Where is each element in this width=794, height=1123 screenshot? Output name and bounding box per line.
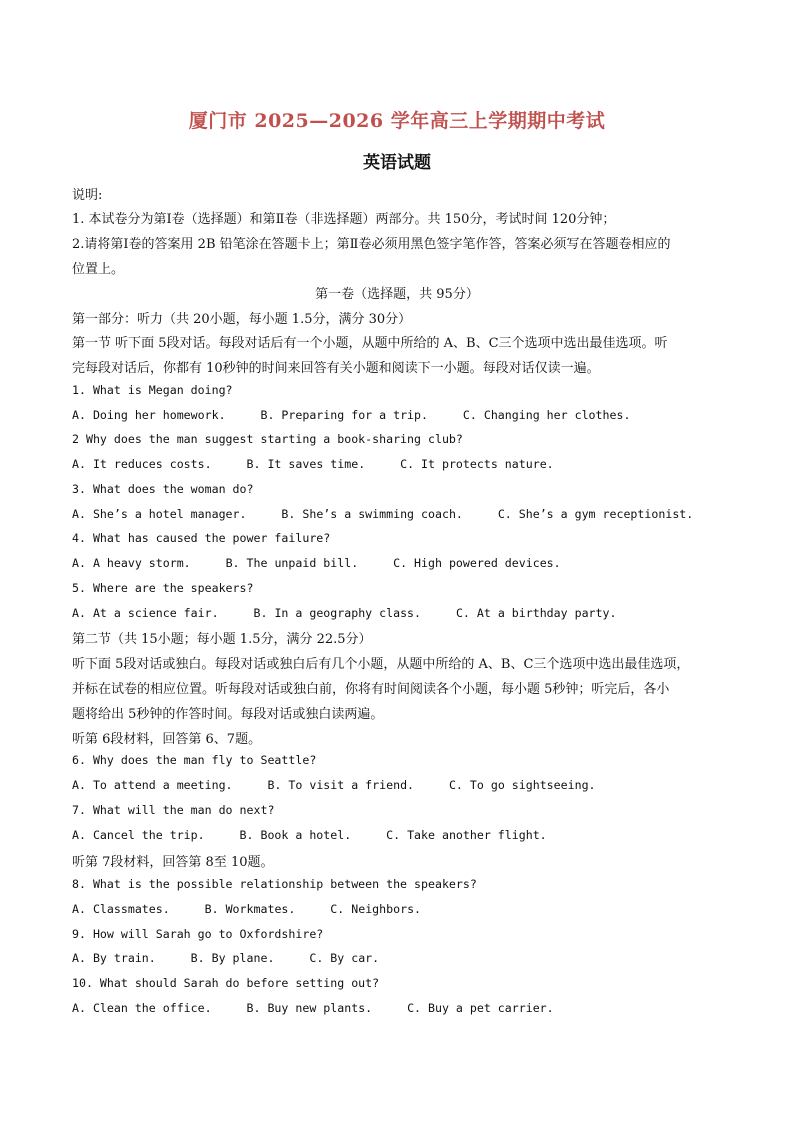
option-b: B. In a geography class.	[253, 606, 422, 620]
option-a: A. To attend a meeting.	[72, 778, 233, 792]
exam-subtitle: 英语试题	[363, 153, 431, 173]
option-b: B. Book a hotel.	[239, 828, 352, 842]
option-c: C. It protects nature.	[400, 457, 554, 471]
option-c: C. Buy a pet carrier.	[407, 1001, 554, 1015]
question-5-options	[72, 606, 732, 620]
option-b: B. Buy new plants.	[246, 1001, 373, 1015]
option-c: C. She’s a gym receptionist.	[497, 507, 694, 521]
question-3: 3. What does the woman do?	[72, 482, 254, 496]
instruction-item-2-cont: 位置上。	[72, 262, 125, 277]
material-7-heading: 听第 7段材料，回答第 8至 10题。	[72, 855, 274, 870]
instruction-item-1: 1. 本试卷分为第Ⅰ卷（选择题）和第Ⅱ卷（非选择题）两部分。共 150分，考试时间 120分钟；	[72, 212, 616, 227]
question-10-options	[72, 1001, 732, 1015]
option-c: C. Changing her clothes.	[462, 408, 631, 422]
option-c: C. Neighbors.	[330, 902, 422, 916]
question-7: 7. What will the man do next?	[72, 803, 275, 817]
volume1-heading: 第一卷（选择题，共 95分）	[315, 287, 479, 302]
option-b: B. The unpaid bill.	[225, 556, 359, 570]
question-8: 8. What is the possible relationship between the speakers?	[72, 877, 477, 891]
section2-intro: 听下面 5段对话或独白。每段对话或独白后有几个小题，从题中所给的 A、B、C三个选项中选出最佳选项，	[72, 657, 690, 672]
option-a: A. She’s a hotel manager.	[72, 507, 247, 521]
option-c: C. At a birthday party.	[455, 606, 617, 620]
question-9-options	[72, 951, 732, 965]
question-1: 1. What is Megan doing?	[72, 383, 233, 397]
option-c: C. High powered devices.	[393, 556, 561, 570]
question-2: 2 Why does the man suggest starting a book-sharing club?	[72, 432, 463, 446]
section1-intro-cont: 完每段对话后，你都有 10秒钟的时间来回答有关小题和阅读下一小题。每段对话仅读一遍。	[72, 361, 600, 376]
option-c: C. Take another flight.	[386, 828, 547, 842]
exam-title: 厦门市 2025—2026 学年高三上学期期中考试	[188, 110, 606, 132]
option-a: A. A heavy storm.	[72, 556, 191, 570]
question-4: 4. What has caused the power failure?	[72, 531, 331, 545]
material-6-heading: 听第 6段材料，回答第 6、7题。	[72, 732, 262, 747]
option-a: A. It reduces costs.	[72, 457, 212, 471]
option-a: A. Clean the office.	[72, 1001, 212, 1015]
instruction-item-2: 2.请将第Ⅰ卷的答案用 2B 铅笔涂在答题卡上；第Ⅱ卷必须用黑色签字笔作答，答案必须写在答题卷相应的	[72, 237, 671, 252]
option-c: C. By car.	[309, 951, 380, 965]
question-7-options	[72, 828, 732, 842]
question-1-options	[72, 408, 732, 422]
option-b: B. By plane.	[190, 951, 275, 965]
option-b: B. Preparing for a trip.	[260, 408, 428, 422]
question-2-options	[72, 457, 732, 471]
option-a: A. Classmates.	[72, 902, 170, 916]
option-b: B. It saves time.	[246, 457, 366, 471]
question-4-options	[72, 556, 732, 570]
option-b: B. Workmates.	[204, 902, 296, 916]
option-c: C. To go sightseeing.	[448, 778, 596, 792]
question-3-options	[72, 507, 732, 521]
option-a: A. By train.	[72, 951, 156, 965]
question-6: 6. Why does the man fly to Seattle?	[72, 753, 317, 767]
question-10: 10. What should Sarah do before setting out?	[72, 976, 380, 990]
section2-heading: 第二节（共 15小题；每小题 1.5分，满分 22.5分）	[72, 632, 372, 647]
part1-heading: 第一部分：听力（共 20小题，每小题 1.5分，满分 30分）	[72, 312, 412, 327]
option-b: B. To visit a friend.	[267, 778, 415, 792]
option-b: B. She’s a swimming coach.	[281, 507, 463, 521]
section1-intro: 第一节 听下面 5段对话。每段对话后有一个小题，从题中所给的 A、B、C三个选项中选出最佳选项。听	[72, 336, 668, 351]
question-9: 9. How will Sarah go to Oxfordshire?	[72, 927, 324, 941]
question-5: 5. Where are the speakers?	[72, 581, 254, 595]
instructions-label: 说明:	[72, 188, 103, 203]
section2-intro-cont: 并标在试卷的相应位置。听每段对话或独白前，你将有时间阅读各个小题，每小题 5秒钟；听完后，各小	[72, 682, 670, 697]
section2-intro-end: 题将给出 5秒钟的作答时间。每段对话或独白读两遍。	[72, 707, 384, 722]
option-a: A. At a science fair.	[72, 606, 219, 620]
question-6-options	[72, 778, 732, 792]
option-a: A. Doing her homework.	[72, 408, 226, 422]
option-a: A. Cancel the trip.	[72, 828, 205, 842]
question-8-options	[72, 902, 732, 916]
